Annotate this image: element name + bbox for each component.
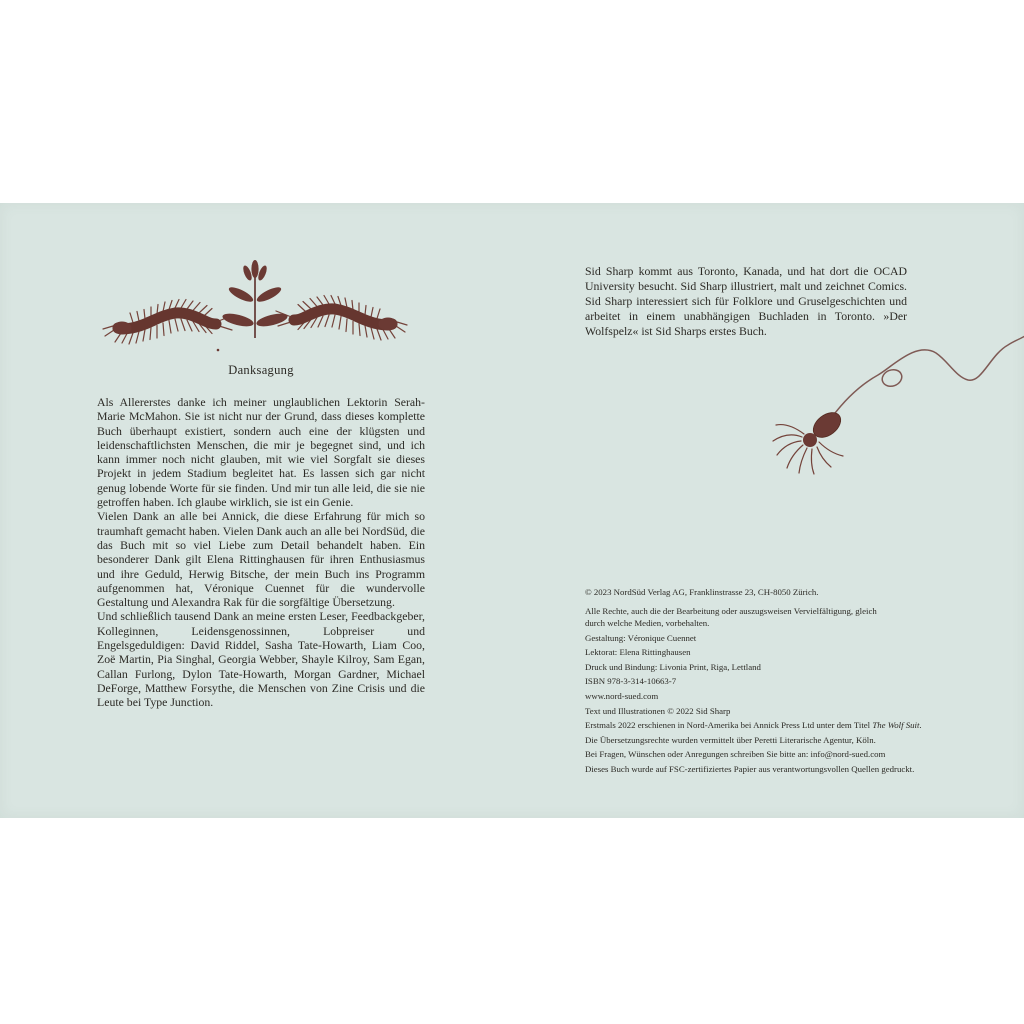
author-bio-text: Sid Sharp kommt aus Toronto, Kanada, und hat dort die OCAD University besucht. Sid Sharp illustriert, malt und zeichnet Comics. Sid Sharp interessiert sich für Folklore und Gruselgeschichten und arbeitet in einem unabhängigen Buchladen in Toronto. »Der Wolfspelz« ist Sid Sharps erstes Buch. [585, 264, 907, 338]
imprint-line: © 2023 NordSüd Verlag AG, Franklinstrasse 23, CH-8050 Zürich. [585, 587, 819, 597]
imprint-line: Gestaltung: Véronique Cuennet [585, 632, 697, 643]
imprint-block [585, 586, 955, 778]
imprint-line: Text und Illustrationen © 2022 Sid Sharp [585, 705, 731, 716]
acknowledgments-text [97, 395, 425, 710]
imprint-line-original-edition [585, 719, 955, 731]
ack-paragraph: Vielen Dank an alle bei Annick, die diese Erfahrung für mich so traumhaft gemacht haben. Vielen Dank auch an alle bei NordSüd, die das Buch mit so viel Liebe zum Detail behandelt haben. Ein besonderer Dank gilt Elena Rittinghausen für ihren Enthusiasmus und ihre Geduld, Herwig Bitsche, der mein Buch ins Programm aufgenommen hat, Véronique Cuennet für die wundervolle Gestaltung und Alexandra Rak für die sorgfältige Übersetzung. [97, 509, 425, 610]
book-spread [0, 203, 1024, 818]
silk-thread [832, 336, 1024, 417]
imprint-line-website: www.nord-sued.com [585, 690, 659, 701]
ack-paragraph: Als Allererstes danke ich meiner unglaublichen Lektorin Serah-Marie McMahon. Sie ist nicht nur der Grund, dass dieses komplette Buch überhaupt existiert, sondern auch eine der klügsten und leidenschaftlichsten Menschen, die mir je begegnet sind, und ich kann immer noch nicht glauben, mit wie viel Sorgfalt sie dieses Projekt in jedem Stadium begleitet hat. Es lassen sich gar nicht genug lobende Worte für sie finden. Und mir tun alle leid, die sie nie getroffen haben. Ich glaube wirklich, sie ist ein Genie. [97, 395, 425, 510]
imprint-line: Dieses Buch wurde auf FSC-zertifiziertes Papier aus verantwortungsvollen Quellen gedruckt. [585, 763, 915, 774]
original-title: The Wolf Suit [872, 720, 920, 731]
centipede-left-illustration [103, 300, 234, 345]
centipede-right-illustration [276, 296, 407, 341]
imprint-line: Lektorat: Elena Rittinghausen [585, 647, 691, 658]
original-edition-prefix: Erstmals 2022 erschienen in Nord-Amerika bei Annick Press Ltd unter dem Titel [585, 720, 873, 731]
imprint-line: Druck und Bindung: Livonia Print, Riga, Lettland [585, 661, 761, 672]
imprint-line-contact: Bei Fragen, Wünschen oder Anregungen schreiben Sie bitte an: info@nord-sued.com [585, 749, 886, 760]
imprint-line: Die Übersetzungsrechte wurden vermittelt über Peretti Literarische Agentur, Köln. [585, 734, 876, 745]
ink-speck [217, 349, 220, 352]
ack-paragraph: Und schließlich tausend Dank an meine ersten Leser, Feedbackgeber, Kolleginnen, Leidensgenossinnen, Lobpreiser und Engelsgeduldigen: David Riddel, Sasha Tate-Howarth, Liam Coo, Zoë Martin, Pia Singhal, Georgia Webber, Shayle Kilroy, Sam Egan, Callan Furlong, Dylon Tate-Howarth, Morgan Gardner, Michael DeForge, Matthew Forsythe, die Menschen von Zine Crisis und die Leute bei Type Junction. [97, 609, 425, 710]
centipedes-and-plant-illustration [95, 258, 425, 358]
imprint-line-isbn: ISBN 978-3-314-10663-7 [585, 676, 677, 687]
imprint-line: Alle Rechte, auch die der Bearbeitung oder auszugsweisen Vervielfältigung, gleich durch welche Medien, vorbehalten. [585, 606, 877, 628]
spider-body [773, 408, 845, 474]
acknowledgments-heading: Danksagung [228, 363, 294, 377]
spider-illustration [770, 325, 1024, 480]
original-edition-suffix: . [919, 720, 922, 731]
